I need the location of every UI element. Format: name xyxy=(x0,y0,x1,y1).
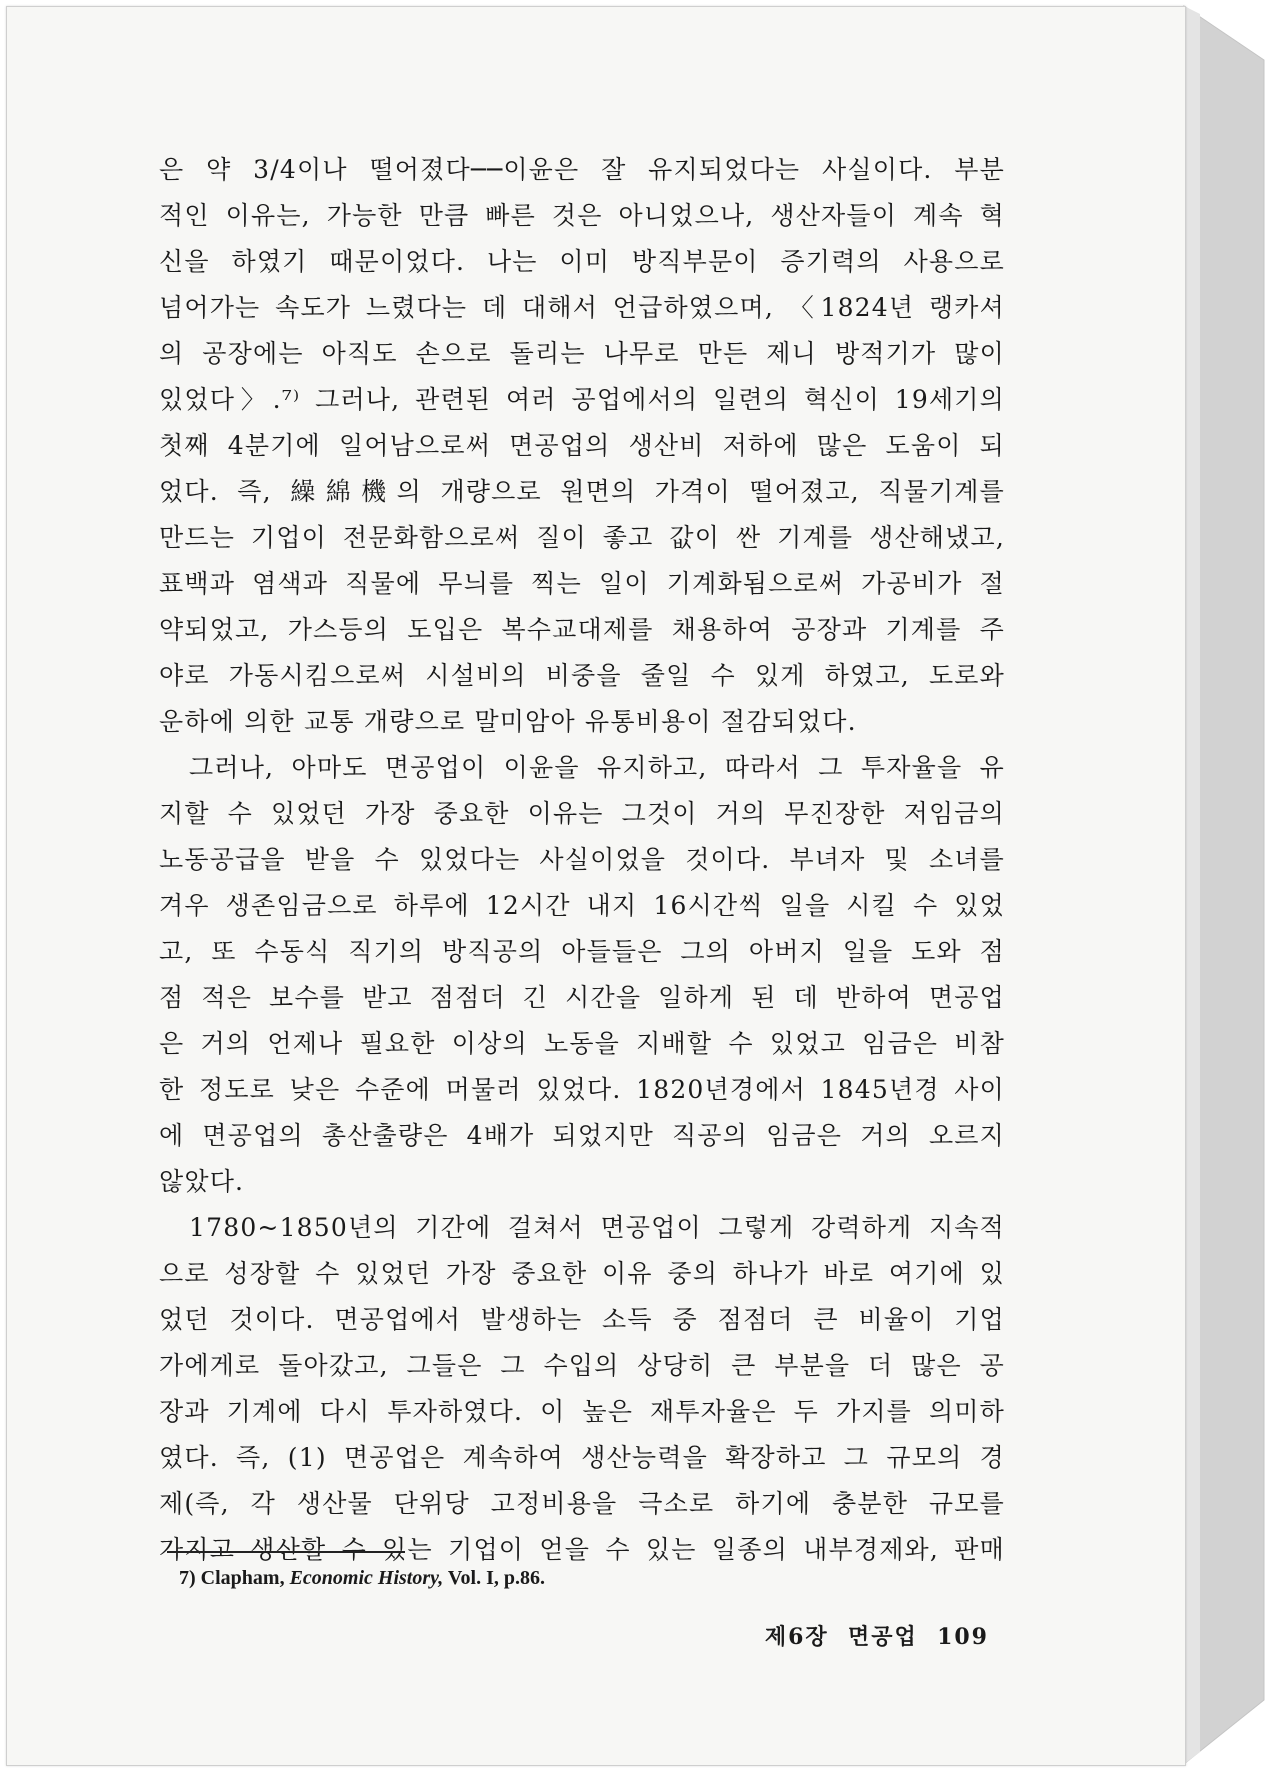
text-line: 약되었고, 가스등의 도입은 복수교대제를 채용하여 공장과 기계를 주 xyxy=(159,615,1005,644)
footnote-reference: Vol. I, p.86. xyxy=(447,1567,545,1589)
body-text xyxy=(159,147,1005,1573)
footnote-title: Economic History, xyxy=(289,1567,444,1589)
text-line: 제(즉, 각 생산물 단위당 고정비용을 극소로 하기에 충분한 규모를 xyxy=(159,1489,1005,1518)
footnote-author: Clapham, xyxy=(200,1567,285,1589)
text-line: 1780~1850년의 기간에 걸쳐서 면공업이 그렇게 강력하게 지속적 xyxy=(189,1213,1005,1242)
paragraph-3 xyxy=(159,1205,1005,1573)
text-line: 그러나, 아마도 면공업이 이윤을 유지하고, 따라서 그 투자율을 유 xyxy=(189,753,1005,782)
text-line: 었다. 즉, 繰綿機의 개량으로 원면의 가격이 떨어졌고, 직물기계를 xyxy=(159,477,1005,506)
text-line: 첫째 4분기에 일어남으로써 면공업의 생산비 저하에 많은 도움이 되 xyxy=(159,431,1005,460)
text-line: 겨우 생존임금으로 하루에 12시간 내지 16시간씩 일을 시킬 수 있었 xyxy=(159,891,1005,920)
text-line: 고, 또 수동식 직기의 방직공의 아들들은 그의 아버지 일을 도와 점 xyxy=(159,937,1005,966)
text-line: 였다. 즉, (1) 면공업은 계속하여 생산능력을 확장하고 그 규모의 경 xyxy=(159,1443,1005,1472)
text-line: 표백과 염색과 직물에 무늬를 찍는 일이 기계화됨으로써 가공비가 절 xyxy=(159,569,1005,598)
text-line: 장과 기계에 다시 투자하였다. 이 높은 재투자율은 두 가지를 의미하 xyxy=(159,1397,1005,1426)
text-line: 적인 이유는, 가능한 만큼 빠른 것은 아니었으나, 생산자들이 계속 혁 xyxy=(159,201,1005,230)
text-line: 야로 가동시킴으로써 시설비의 비중을 줄일 수 있게 하였고, 도로와 xyxy=(159,661,1005,690)
text-line: 으로 성장할 수 있었던 가장 중요한 이유 중의 하나가 바로 여기에 있 xyxy=(159,1259,1005,1288)
running-footer xyxy=(749,1620,989,1651)
text-line: 운하에 의한 교통 개량으로 말미암아 유통비용이 절감되었다. xyxy=(159,707,857,736)
chapter-title: 면공업 xyxy=(847,1624,918,1650)
footnote xyxy=(179,1565,545,1591)
paragraph-1 xyxy=(159,147,1005,745)
text-line: 점 적은 보수를 받고 점점더 긴 시간을 일하게 된 데 반하여 면공업 xyxy=(159,983,1005,1012)
text-line: 가지고 생산할 수 있는 기업이 얻을 수 있는 일종의 내부경제와, 판매 xyxy=(159,1535,1005,1564)
text-line: 만드는 기업이 전문화함으로써 질이 좋고 값이 싼 기계를 생산해냈고, xyxy=(159,523,1005,552)
text-line: 가에게로 돌아갔고, 그들은 그 수입의 상당히 큰 부분을 더 많은 공 xyxy=(159,1351,1005,1380)
footnote-rule xyxy=(167,1551,405,1553)
text-line: 신을 하였기 때문이었다. 나는 이미 방직부문이 증기력의 사용으로 xyxy=(159,247,1005,276)
text-line: 넘어가는 속도가 느렸다는 데 대해서 언급하였으며, 〈1824년 랭카셔 xyxy=(159,293,1005,322)
text-line: 은 약 3/4이나 떨어졌다──이윤은 잘 유지되었다는 사실이다. 부분 xyxy=(159,155,1005,184)
book-page xyxy=(6,6,1186,1766)
text-line: 노동공급을 받을 수 있었다는 사실이었을 것이다. 부녀자 및 소녀를 xyxy=(159,845,1005,874)
paragraph-2 xyxy=(159,745,1005,1205)
text-line: 은 거의 언제나 필요한 이상의 노동을 지배할 수 있었고 임금은 비참 xyxy=(159,1029,1005,1058)
text-line: 에 면공업의 총산출량은 4배가 되었지만 직공의 임금은 거의 오르지 xyxy=(159,1121,1005,1150)
chapter-label: 제6장 xyxy=(764,1624,829,1650)
text-line: 의 공장에는 아직도 손으로 돌리는 나무로 만든 제니 방적기가 많이 xyxy=(159,339,1005,368)
text-line: 않았다. xyxy=(159,1167,245,1196)
text-line: 있었다〉.⁷⁾ 그러나, 관련된 여러 공업에서의 일련의 혁신이 19세기의 xyxy=(159,385,1005,414)
text-line: 한 정도로 낮은 수준에 머물러 있었다. 1820년경에서 1845년경 사이 xyxy=(159,1075,1005,1104)
text-line: 었던 것이다. 면공업에서 발생하는 소득 중 점점더 큰 비율이 기업 xyxy=(159,1305,1005,1334)
page-number: 109 xyxy=(937,1624,989,1650)
footnote-marker: 7) xyxy=(179,1567,196,1589)
text-line: 지할 수 있었던 가장 중요한 이유는 그것이 거의 무진장한 저임금의 xyxy=(159,799,1005,828)
